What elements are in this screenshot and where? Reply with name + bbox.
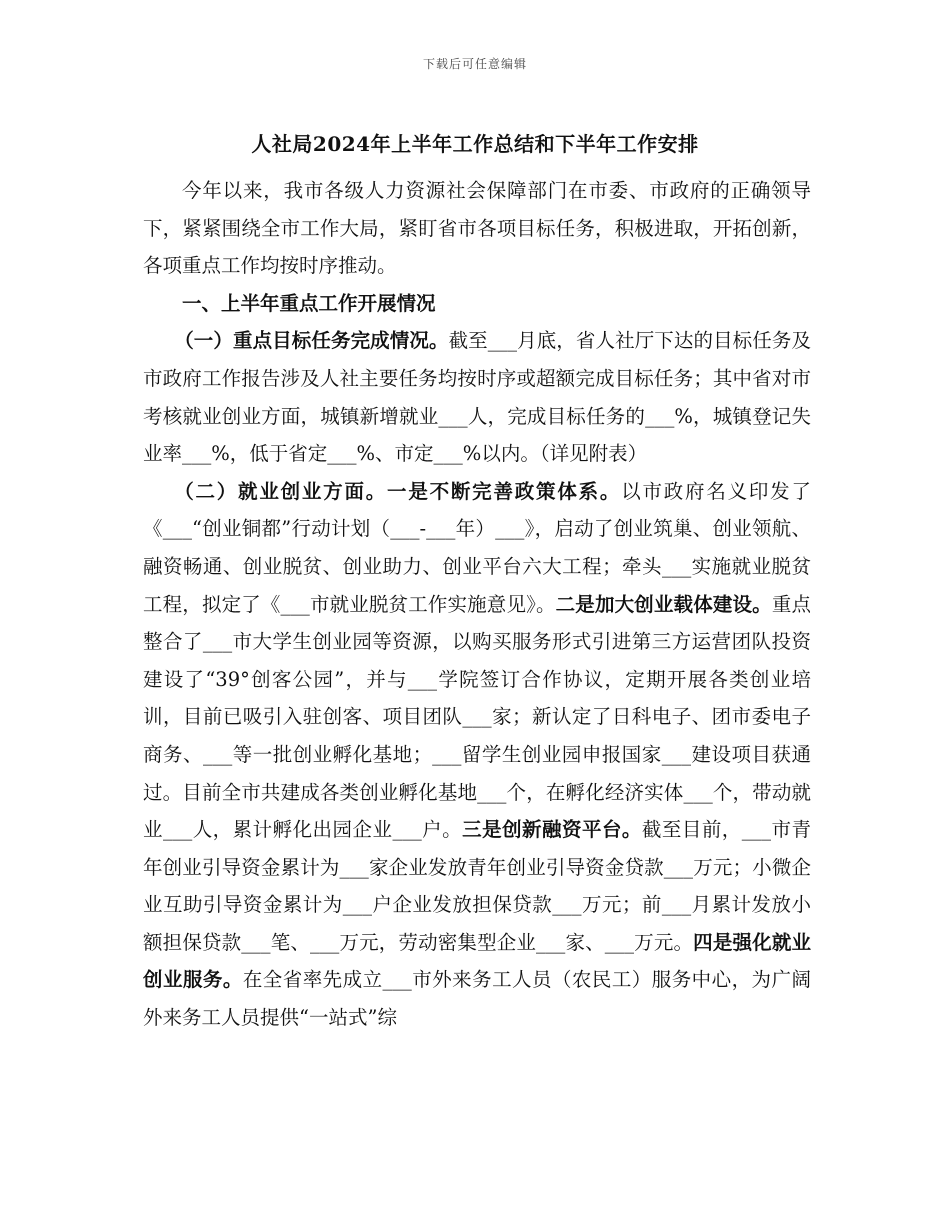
paragraph-text: 截至___月底，省人社厅下达的目标任务及市政府工作报告涉及人社主要任务均按时序或超额完成目标任务；其中省对市考核就业创业方面，城镇新增就业___人，完成目标任务的___%，城镇登记失业率___%，低于省定___%、市定___%以内。（详见附表）: [143, 329, 811, 466]
paragraph-lead: （一）重点目标任务完成情况。: [174, 329, 449, 353]
paragraph-lead: （二）就业创业方面。: [174, 479, 388, 503]
item-lead: 四是强化就业创业服务。: [143, 930, 811, 992]
item-text: 重点整合了___市大学生创业园等资源，以购买服务形式引进第三方运营团队投资建设了“39°创客公园”，并与___学院签订合作协议，定期开展各类创业培训，目前已吸引入驻创客、项目团队___家；新认定了日科电子、团市委电子商务、___等一批创业孵化基地；___留学生创业园申报国家___建设项目获通过。目前全市共建成各类创业孵化基地___个，在孵化经济实体___个，带动就业___人，累计孵化出园企业___户。: [143, 592, 811, 842]
item-lead: 二是加大创业载体建设。: [555, 592, 772, 616]
item-text: 在全省率先成立___市外来务工人员（农民工）服务中心，为广阔外来务工人员提供“一站式”综: [143, 968, 811, 1030]
intro-paragraph: 今年以来，我市各级人力资源社会保障部门在市委、市政府的正确领导下，紧紧围绕全市工作大局，紧盯省市各项目标任务，积极进取，开拓创新，各项重点工作均按时序推动。: [143, 179, 811, 278]
document-body: [143, 172, 811, 1037]
section-heading: 一、上半年重点工作开展情况: [182, 291, 436, 315]
page-title: 人社局2024年上半年工作总结和下半年工作安排: [251, 132, 699, 156]
paragraph-targets: [143, 322, 811, 472]
item-text: 以市政府名义印发了《___“创业铜都”行动计划（___-___年）___》，启动了创业筑巢、创业领航、融资畅通、创业脱贫、创业助力、创业平台六大工程；牵头___实施就业脱贫工程，拟定了《___市就业脱贫工作实施意见》。: [143, 479, 811, 616]
paragraph-employment: [143, 473, 811, 1037]
item-text: 截至目前，___市青年创业引导资金累计为___家企业发放青年创业引导资金贷款___万元；小微企业互助引导资金累计为___户企业发放担保贷款___万元；前___月累计发放小额担保贷款___笔、___万元，劳动密集型企业___家、___万元。: [143, 818, 811, 954]
header-note: 下载后可任意编辑: [422, 57, 527, 71]
item-lead: 三是创新融资平台。: [462, 818, 642, 842]
item-lead: 一是不断完善政策体系。: [387, 479, 622, 503]
